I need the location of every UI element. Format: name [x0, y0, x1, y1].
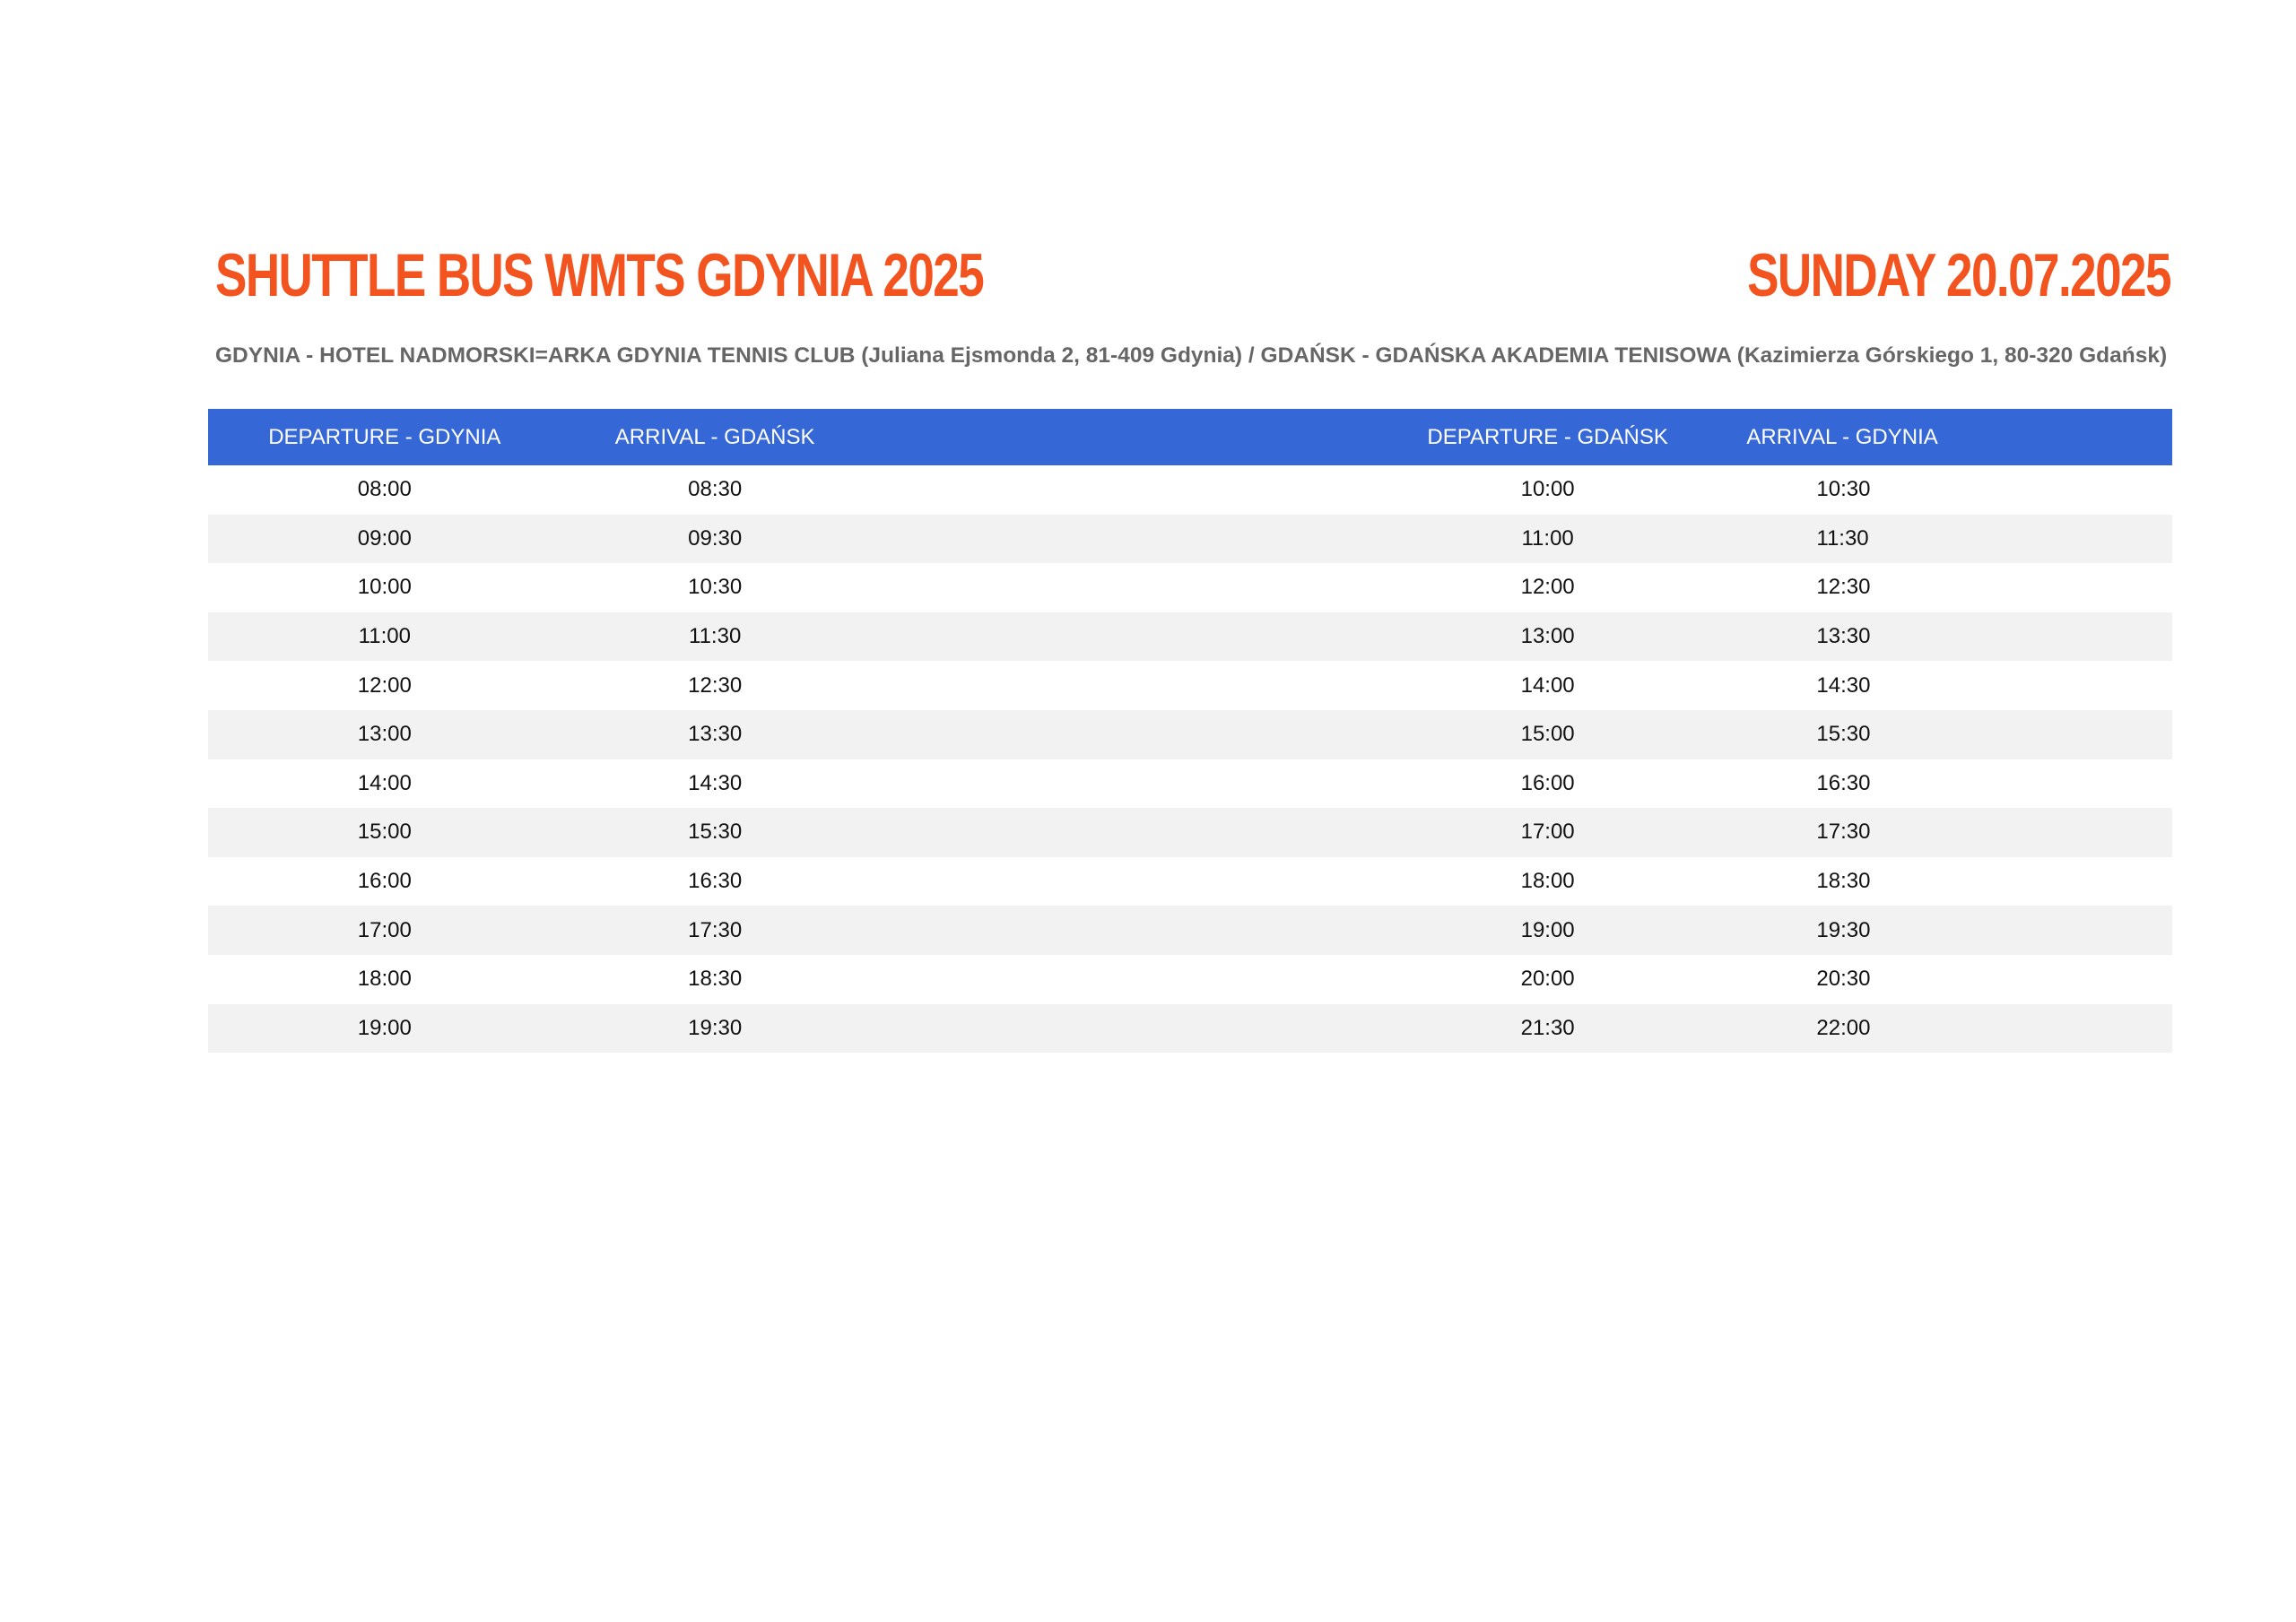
cell-departure-gdansk: 12:00 [1520, 575, 1575, 600]
cell-spacer [869, 808, 1376, 857]
cell-departure-gdynia: 13:00 [208, 710, 561, 759]
cell-departure-gdynia: 19:00 [208, 1004, 561, 1054]
cell-arrival-gdansk: 17:30 [561, 906, 869, 955]
cell-arrival-gdynia: 12:30 [1816, 575, 1871, 600]
timetable [208, 409, 2172, 1053]
header-arrival-gdynia: ARRIVAL - GDYNIA [1719, 409, 2172, 465]
cell-arrival-gdansk: 12:30 [688, 672, 743, 698]
table-row [208, 759, 2172, 809]
header-departure-gdynia: DEPARTURE - GDYNIA [208, 409, 561, 465]
cell-departure-gdansk: 15:00 [1376, 710, 1720, 759]
cell-departure-gdansk: 10:00 [1520, 477, 1575, 502]
cell-departure-gdynia: 18:00 [357, 967, 412, 992]
cell-arrival-gdynia: 10:30 [1816, 477, 1871, 502]
table-row [208, 563, 2172, 612]
cell-arrival-gdynia: 18:30 [1816, 869, 1871, 894]
cell-departure-gdynia: 14:00 [357, 770, 412, 795]
cell-departure-gdynia: 12:00 [357, 672, 412, 698]
cell-departure-gdansk: 20:00 [1520, 967, 1575, 992]
cell-arrival-gdynia: 15:30 [1719, 710, 2172, 759]
cell-arrival-gdansk: 08:30 [688, 477, 743, 502]
cell-arrival-gdynia: 19:30 [1719, 906, 2172, 955]
cell-spacer [869, 857, 1376, 906]
cell-departure-gdynia: 16:00 [357, 869, 412, 894]
table-row [208, 955, 2172, 1004]
cell-departure-gdansk: 19:00 [1376, 906, 1720, 955]
cell-spacer [869, 759, 1376, 809]
cell-departure-gdansk: 17:00 [1376, 808, 1720, 857]
cell-departure-gdynia: 17:00 [208, 906, 561, 955]
cell-departure-gdansk: 21:30 [1376, 1004, 1720, 1054]
cell-spacer [869, 465, 1376, 515]
cell-departure-gdynia: 08:00 [357, 477, 412, 502]
table-row [208, 808, 2172, 857]
table-row [208, 661, 2172, 710]
cell-arrival-gdansk: 15:30 [561, 808, 869, 857]
table-row [208, 906, 2172, 955]
cell-arrival-gdansk: 11:30 [561, 612, 869, 662]
cell-arrival-gdansk: 19:30 [561, 1004, 869, 1054]
cell-departure-gdynia: 15:00 [208, 808, 561, 857]
cell-departure-gdansk: 16:00 [1520, 770, 1575, 795]
cell-spacer [869, 515, 1376, 564]
cell-departure-gdynia: 11:00 [208, 612, 561, 662]
table-row [208, 857, 2172, 906]
cell-arrival-gdynia: 17:30 [1719, 808, 2172, 857]
cell-departure-gdansk: 14:00 [1520, 672, 1575, 698]
cell-arrival-gdynia: 13:30 [1719, 612, 2172, 662]
table-header-row [208, 409, 2172, 465]
header-spacer [869, 409, 1376, 465]
table-row [208, 515, 2172, 564]
cell-arrival-gdansk: 14:30 [688, 770, 743, 795]
cell-arrival-gdynia: 22:00 [1719, 1004, 2172, 1054]
cell-arrival-gdansk: 10:30 [688, 575, 743, 600]
cell-departure-gdansk: 13:00 [1376, 612, 1720, 662]
route-description: GDYNIA - HOTEL NADMORSKI=ARKA GDYNIA TENNIS CLUB (Juliana Ejsmonda 2, 81-409 Gdynia) / GDAŃSK - GDAŃSKA AKADEMIA TENISOWA (Kazimierza Górskiego 1, 80-320 Gdańsk) [215, 343, 2168, 368]
schedule-date: SUNDAY 20.07.2025 [1747, 241, 2170, 309]
header-departure-gdansk: DEPARTURE - GDAŃSK [1376, 409, 1720, 465]
cell-arrival-gdansk: 13:30 [561, 710, 869, 759]
cell-spacer [869, 661, 1376, 710]
cell-arrival-gdansk: 18:30 [688, 967, 743, 992]
cell-spacer [869, 1004, 1376, 1054]
cell-departure-gdynia: 09:00 [208, 515, 561, 564]
table-row [208, 465, 2172, 515]
cell-spacer [869, 710, 1376, 759]
table-row [208, 710, 2172, 759]
cell-departure-gdansk: 18:00 [1520, 869, 1575, 894]
cell-arrival-gdynia: 16:30 [1816, 770, 1871, 795]
cell-spacer [869, 612, 1376, 662]
cell-arrival-gdansk: 09:30 [561, 515, 869, 564]
table-row [208, 612, 2172, 662]
table-body [208, 465, 2172, 1053]
table-row [208, 1004, 2172, 1054]
page-title: SHUTTLE BUS WMTS GDYNIA 2025 [215, 241, 984, 309]
cell-arrival-gdynia: 11:30 [1719, 515, 2172, 564]
cell-arrival-gdynia: 20:30 [1816, 967, 1871, 992]
cell-spacer [869, 906, 1376, 955]
cell-spacer [869, 955, 1376, 1004]
cell-arrival-gdynia: 14:30 [1816, 672, 1871, 698]
header-arrival-gdansk: ARRIVAL - GDAŃSK [561, 409, 869, 465]
cell-arrival-gdansk: 16:30 [688, 869, 743, 894]
cell-departure-gdynia: 10:00 [357, 575, 412, 600]
cell-departure-gdansk: 11:00 [1376, 515, 1720, 564]
title-row [215, 235, 2170, 316]
cell-spacer [869, 563, 1376, 612]
